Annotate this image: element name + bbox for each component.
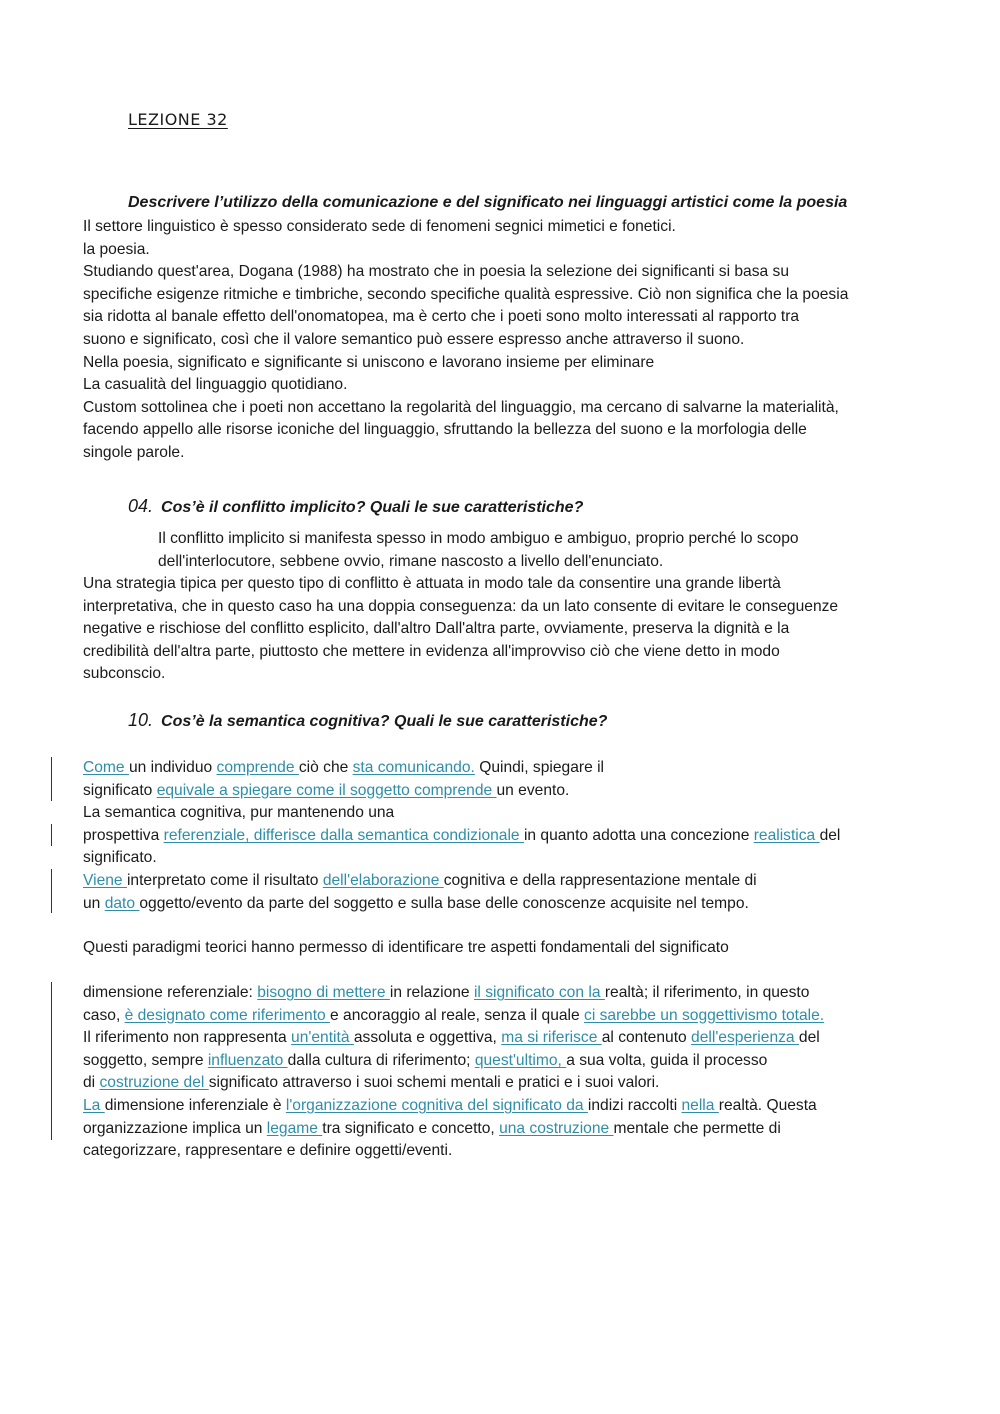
section3-paragraph1 [83,757,840,915]
tracked-change[interactable]: equivale a spiegare come il soggetto comprende [156,781,497,799]
text-run: al contenuto [601,1029,692,1047]
paragraph-line: La casualità del linguaggio quotidiano. [83,376,348,394]
tracked-change[interactable]: sta comunicando. [352,759,475,776]
text-run: a sua volta, guida il processo [566,1051,768,1069]
text-run: un evento. [496,781,570,799]
paragraph-line [83,893,840,916]
tracked-change[interactable]: La [83,1096,105,1114]
text-run: organizzazione implica un [83,1119,267,1137]
paragraph-line [83,982,824,1005]
text-run: significato attraverso i suoi schemi mentali e pratici e i suoi valori. [208,1074,660,1092]
change-bar [51,824,52,846]
text-run: assoluta e oggettiva, [353,1029,502,1047]
tracked-change[interactable]: l'organizzazione cognitiva del significato da [285,1096,588,1114]
section1-body [83,216,848,465]
paragraph-line: negative e rischiose del conflitto esplicito, dall'altro Dall'altra parte, ovviamente, preserva la dignità e la [83,620,790,638]
lesson-title: LEZIONE 32 [128,110,228,129]
paragraph-line [83,870,840,893]
tracked-change[interactable]: è designato come riferimento [124,1006,331,1024]
section3-heading [128,710,607,731]
text-run: dalla cultura di riferimento; [287,1051,475,1069]
tracked-change[interactable]: una costruzione [499,1119,614,1137]
tracked-change[interactable]: costruzione del [99,1074,209,1092]
paragraph-line: subconscio. [83,665,166,683]
text-run: del [798,1029,820,1047]
tracked-change[interactable]: dato [104,894,140,912]
text-run: caso, [83,1006,125,1024]
paragraph-line [83,1050,824,1073]
paragraph-line: significato. [83,849,157,867]
paragraph-line: Questi paradigmi teorici hanno permesso di identificare tre aspetti fondamentali del significato [83,939,729,956]
text-run: un individuo [128,759,217,776]
paragraph-line: facendo appello alle risorse iconiche del linguaggio, sfruttando la bellezza del suono e la morfologia delle [83,421,807,439]
paragraph-line: Una strategia tipica per questo tipo di conflitto è attuata in modo tale da consentire una grande libertà [83,575,781,592]
paragraph-line: Custom sottolinea che i poeti non accettano la regolarità del linguaggio, ma cercano di salvarne la materialità, [83,398,839,416]
paragraph-line [83,1005,824,1028]
text-run: oggetto/evento da parte del soggetto e sulla base delle conoscenze acquisite nel tempo. [139,894,749,912]
tracked-change[interactable]: un'entità [291,1029,354,1047]
paragraph-line [83,1027,824,1050]
text-run: interpretato come il risultato [126,871,323,889]
tracked-change[interactable]: nella [681,1096,719,1114]
text-run: e ancoraggio al reale, senza il quale [330,1006,585,1024]
tracked-change[interactable]: Come [83,759,129,776]
tracked-change[interactable]: comprende [216,759,299,776]
paragraph-line: specifiche esigenze ritmiche e timbriche, secondo specifiche qualità espressive. Ciò non significa che la poesia [83,285,849,303]
text-run: Il riferimento non rappresenta [83,1029,292,1047]
text-run: dimensione referenziale: [83,984,258,1001]
tracked-change[interactable]: il significato con la [473,984,605,1001]
paragraph-line: la poesia. [83,240,150,258]
paragraph-line: categorizzare, rappresentare e definire oggetti/eventi. [83,1142,453,1160]
text-run: del [819,826,841,844]
text-run: realtà. Questa [718,1096,817,1114]
text-run: tra significato e concetto, [322,1119,500,1137]
tracked-change[interactable]: legame [266,1119,323,1137]
tracked-change[interactable]: dell'esperienza [691,1029,799,1047]
tracked-change[interactable]: ma si riferisce [501,1029,602,1047]
tracked-change[interactable]: bisogno di mettere [257,984,390,1001]
text-run: significato [83,781,157,799]
tracked-change[interactable]: ci sarebbe un soggettivismo totale. [584,1006,825,1024]
paragraph-line: singole parole. [83,443,185,461]
text-run: di [83,1074,100,1092]
section2-title: Cos’è il conflitto implicito? Quali le sue caratteristiche? [161,499,584,516]
section3-number: 10. [128,710,154,730]
change-bar [51,869,52,913]
text-run: mentale che permette di [613,1119,781,1137]
paragraph-line [83,757,840,780]
tracked-change[interactable]: dell'elaborazione [322,871,444,889]
paragraph-line [83,1095,824,1118]
paragraph-line: Nella poesia, significato e significante si uniscono e lavorano insieme per eliminare [83,353,655,371]
section2-heading [128,496,583,517]
text-run: in relazione [389,984,474,1001]
paragraph-line: sia ridotta al banale effetto dell'onomatopea, ma è certo che i poeti sono molto interessati al rapporto tra [83,308,800,326]
paragraph-line: Studiando quest'area, Dogana (1988) ha mostrato che in poesia la selezione dei significanti si basa su [83,263,790,281]
text-run: cognitiva e della rappresentazione mentale di [443,871,757,889]
paragraph-line: dell'interlocutore, sebbene ovvio, rimane nascosto a livello dell'enunciato. [158,552,664,570]
paragraph-line [83,780,840,803]
change-bar [51,982,52,1140]
section1-title: Descrivere l’utilizzo della comunicazione e del significato nei linguaggi artistici come la poesia [128,194,848,211]
paragraph-line [83,1072,824,1095]
text-run: un [83,894,105,912]
section2-body [83,573,838,686]
section3-paragraph2 [83,937,729,960]
paragraph-line: Il conflitto implicito si manifesta spesso in modo ambiguo e ambiguo, proprio perché lo scopo [158,530,799,547]
change-bar [51,757,52,801]
text-run: prospettiva [83,826,164,844]
paragraph-line: Il settore linguistico è spesso considerato sede di fenomeni segnici mimetici e fonetici. [83,218,676,235]
paragraph-line: suono e significato, così che il valore semantico può essere espresso anche attraverso il suono. [83,330,745,348]
paragraph-line: credibilità dell'altra parte, piuttosto che mettere in evidenza all'improvviso ciò che viene detto in modo [83,642,780,660]
text-run: realtà; il riferimento, in questo [604,984,810,1001]
text-run: dimensione inferenziale è [104,1096,286,1114]
section3-paragraph3 [83,982,824,1163]
paragraph-line: La semantica cognitiva, pur mantenendo una [83,804,395,822]
paragraph-line [83,825,840,848]
tracked-change[interactable]: realistica [753,826,820,844]
tracked-change[interactable]: influenzato [207,1051,288,1069]
paragraph-line: interpretativa, che in questo caso ha una doppia conseguenza: da un lato consente di evitare le conseguenze [83,597,839,615]
text-run: ciò che [298,759,353,776]
section3-title: Cos’è la semantica cognitiva? Quali le sue caratteristiche? [161,713,608,730]
section2-number: 04. [128,496,154,516]
text-run: soggetto, sempre [83,1051,208,1069]
paragraph-line [83,1118,824,1141]
tracked-change[interactable]: referenziale, differisce dalla semantica condizionale [163,826,524,844]
tracked-change[interactable]: Viene [83,871,127,889]
text-run: Quindi, spiegare il [474,759,605,776]
text-run: in quanto adotta una concezione [523,826,754,844]
section2-indented [158,528,799,573]
tracked-change[interactable]: quest'ultimo, [474,1051,567,1069]
text-run: indizi raccolti [587,1096,682,1114]
